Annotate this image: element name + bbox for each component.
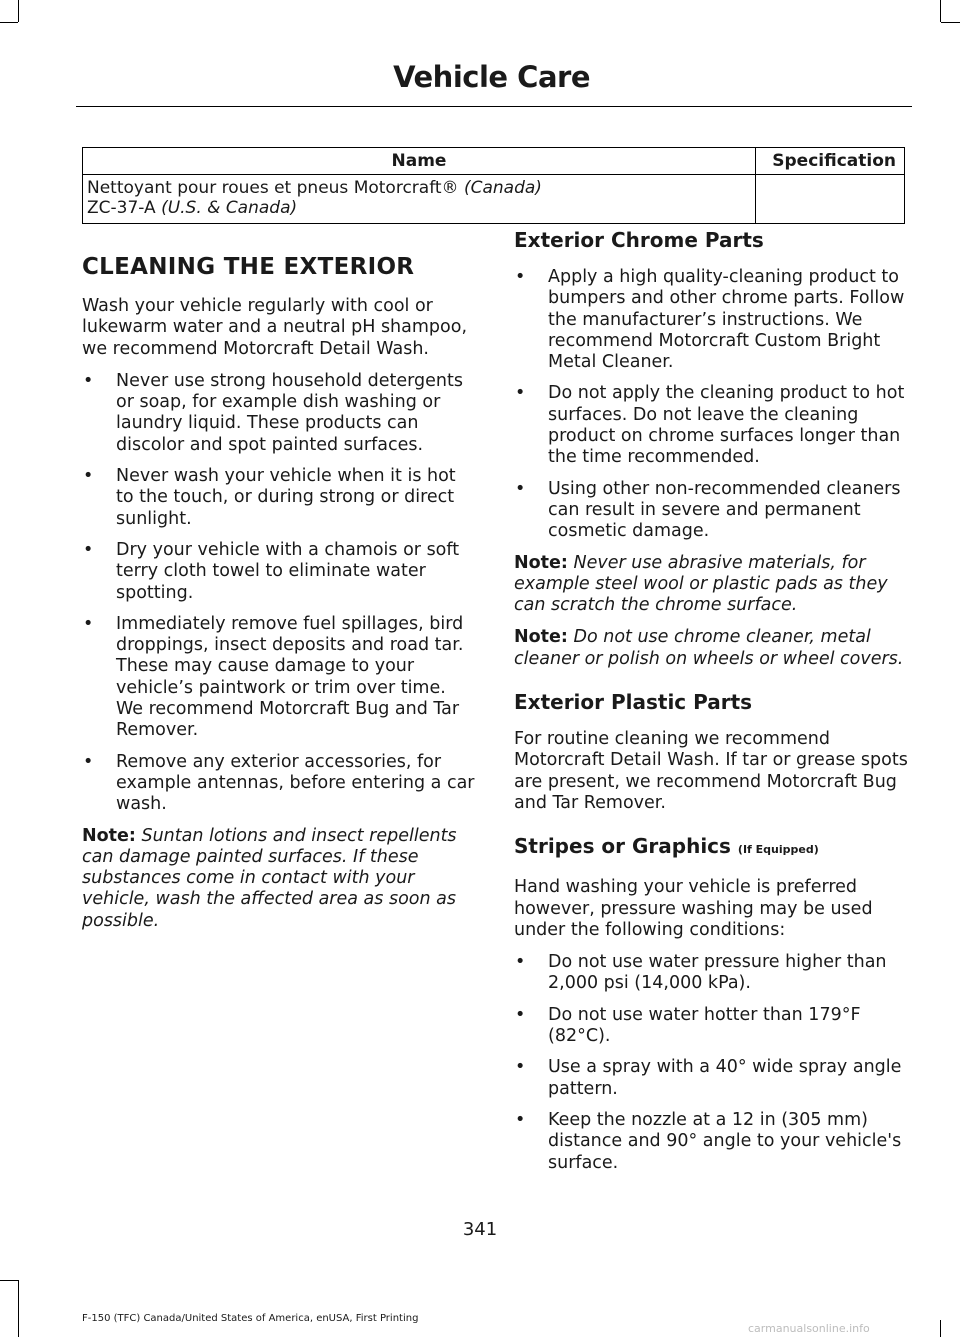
section-heading-chrome: Exterior Chrome Parts	[514, 228, 764, 252]
list-item-text: Apply a high quality-cleaning product to bumpers and other chrome parts. Follow the manufacturer’s instructions. We recommend Motorcraft Custom Bright Metal Cleaner.	[548, 267, 905, 373]
bullet-glyph: •	[83, 466, 94, 487]
product-code: ZC-37-A	[87, 198, 162, 218]
right-column	[514, 226, 912, 1184]
list-item	[82, 371, 478, 456]
list-item-text: Never use strong household detergents or soap, for example dish washing or laundry liquid. These products can discolor and spot painted surfaces.	[116, 370, 463, 455]
product-region: (Canada)	[463, 178, 542, 198]
bullet-glyph: •	[83, 370, 94, 391]
note-label: Note:	[82, 825, 136, 846]
section-heading-plastic: Exterior Plastic Parts	[514, 690, 753, 715]
note-text: Do not use chrome cleaner, metal cleaner or polish on wheels or wheel covers.	[514, 627, 904, 669]
note-label: Note:	[514, 552, 568, 573]
page-title: Vehicle Care	[393, 60, 590, 94]
list-item	[82, 540, 478, 604]
spec-table	[82, 147, 905, 224]
paragraph-plastic: For routine cleaning we recommend Motorcraft Detail Wash. If tar or grease spots are present, we recommend Motorcraft Bug and Tar Remover.	[514, 729, 908, 813]
section-heading-stripes	[514, 832, 912, 864]
bullet-glyph: •	[515, 383, 526, 404]
note-text: Never use abrasive materials, for example steel wool or plastic pads as they can scratch the chrome surface.	[514, 552, 888, 616]
product-code-region: (U.S. & Canada)	[161, 198, 298, 218]
list-item	[514, 952, 912, 995]
bullet-glyph: •	[515, 1057, 526, 1078]
crop-mark	[0, 22, 18, 23]
stripes-heading-text: Stripes or Graphics	[514, 834, 731, 859]
header-rule	[76, 106, 912, 107]
list-item-text: Using other non-recommended cleaners can result in severe and permanent cosmetic damage.	[548, 478, 901, 542]
page-header	[0, 60, 960, 94]
crop-mark	[941, 22, 960, 23]
list-item	[82, 466, 478, 530]
bullet-glyph: •	[515, 1109, 526, 1130]
watermark: carmanualsonline.info	[748, 1322, 870, 1335]
note-text: Suntan lotions and insect repellents can damage painted surfaces. If these substances come in contact with your vehicle, wash the affected area as soon as possible.	[82, 825, 457, 931]
crop-mark	[0, 1280, 18, 1281]
bullet-glyph: •	[515, 952, 526, 973]
table-cell-name	[83, 175, 756, 224]
product-name: Nettoyant pour roues et pneus Motorcraft®	[87, 178, 464, 198]
list-item	[82, 614, 478, 742]
bullet-glyph: •	[515, 267, 526, 287]
list-item	[82, 752, 478, 816]
paragraph-intro: Wash your vehicle regularly with cool or lukewarm water and a neutral pH shampoo, we recommend Motorcraft Detail Wash.	[82, 296, 468, 359]
list-item-text: Do not use water pressure higher than 2,000 psi (14,000 kPa).	[548, 952, 887, 994]
list-item	[514, 1057, 912, 1100]
note-suntan	[82, 826, 478, 932]
left-column	[82, 252, 478, 943]
paragraph-stripes-intro: Hand washing your vehicle is preferred however, pressure washing may be used under the following conditions:	[514, 877, 873, 940]
table-cell-specification	[756, 175, 905, 224]
list-item	[514, 267, 912, 373]
crop-mark	[18, 0, 19, 22]
list-item-text: Do not apply the cleaning product to hot surfaces. Do not leave the cleaning product on chrome surfaces longer than the time recommended.	[548, 383, 905, 468]
column-header-name: Name	[83, 148, 756, 175]
stripes-bullet-list	[514, 952, 912, 1174]
list-item	[514, 1110, 912, 1174]
list-item-text: Remove any exterior accessories, for example antennas, before entering a car wash.	[116, 751, 475, 815]
bullet-glyph: •	[83, 613, 94, 634]
list-item	[514, 479, 912, 543]
note-label: Note:	[514, 627, 568, 648]
table-row	[83, 175, 905, 224]
bullet-glyph: •	[515, 1004, 526, 1025]
column-header-specification: Specification	[756, 148, 905, 175]
crop-mark	[940, 1320, 941, 1337]
crop-mark	[940, 0, 941, 22]
list-item	[514, 1005, 912, 1048]
list-item-text: Keep the nozzle at a 12 in (305 mm) distance and 90° angle to your vehicle's surface.	[548, 1109, 902, 1173]
table-header-row	[83, 148, 905, 175]
footer-text: F-150 (TFC) Canada/United States of America, enUSA, First Printing	[82, 1313, 419, 1324]
bullet-glyph: •	[83, 539, 94, 560]
note-chrome-cleaner	[514, 627, 912, 670]
note-abrasive	[514, 553, 912, 617]
section-heading-cleaning-exterior: CLEANING THE EXTERIOR	[82, 254, 415, 280]
list-item-text: Do not use water hotter than 179°F (82°C).	[548, 1004, 861, 1047]
list-item-text: Never wash your vehicle when it is hot to the touch, or during strong or direct sunlight.	[116, 466, 456, 529]
list-item	[514, 383, 912, 468]
list-item-text: Immediately remove fuel spillages, bird droppings, insect deposits and road tar. These may cause damage to your vehicle’s paintwork or trim over time. We recommend Motorcraft Bug and Tar Remover.	[116, 613, 464, 741]
page-number: 341	[462, 1219, 498, 1240]
bullet-glyph: •	[515, 478, 526, 499]
if-equipped-tag: (If Equipped)	[737, 843, 819, 857]
exterior-bullet-list	[82, 371, 478, 816]
list-item-text: Use a spray with a 40° wide spray angle pattern.	[548, 1057, 902, 1099]
chrome-bullet-list	[514, 267, 912, 543]
crop-mark	[18, 1280, 19, 1337]
list-item-text: Dry your vehicle with a chamois or soft terry cloth towel to eliminate water spotting.	[116, 539, 460, 603]
bullet-glyph: •	[83, 751, 94, 772]
